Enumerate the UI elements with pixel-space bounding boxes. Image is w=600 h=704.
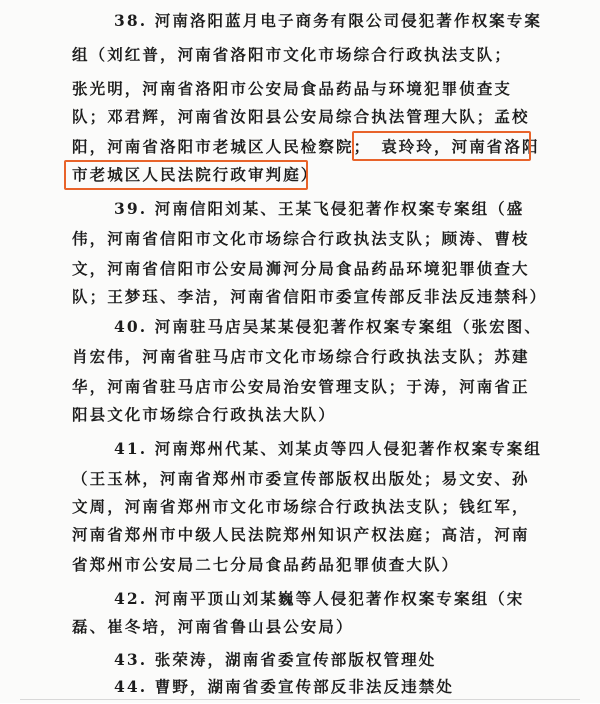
text-segment: 河南省郑州市中级人民法院郑州知识产权法庭；高洁，河南 [72, 525, 530, 544]
highlighted-text: 市老城区人民法院行政审判庭） [72, 165, 319, 184]
text-segment: 43. 张荣涛，湖南省委宣传部版权管理处 [114, 650, 437, 669]
text-segment: 磊、崔冬培，河南省鲁山县公安局） [72, 617, 354, 636]
text-line [72, 548, 600, 582]
text-segment: 38. 河南洛阳蓝月电子商务有限公司侵犯著作权案专案 [114, 11, 542, 30]
text-line [72, 38, 600, 72]
text-line [72, 100, 600, 134]
text-segment: 44. 曹野，湖南省委宣传部反非法反违禁处 [114, 677, 454, 696]
text-segment: 组（刘红普，河南省洛阳市文化市场综合行政执法支队； [72, 45, 513, 64]
text-segment: 文，河南省信阳市公安局浉河分局食品药品环境犯罪侦查大 [72, 259, 530, 278]
text-segment: 42. 河南平顶山刘某巍等人侵犯著作权案专案组（宋 [114, 589, 525, 608]
text-segment: 队；王梦珏、李洁，河南省信阳市委宣传部反非法反违禁科） [72, 287, 548, 306]
text-segment: 文周，河南省郑州市文化市场综合行政执法支队；钱红军， [72, 497, 530, 516]
text-segment: （王玉林，河南省郑州市委宣传部版权出版处；易文安、孙 [72, 469, 530, 488]
text-segment: 阳县文化市场综合行政执法大队） [72, 405, 337, 424]
text-segment: 肖宏伟，河南省驻马店市文化市场综合行政执法支队；苏建 [72, 347, 530, 366]
text-segment: 41. 河南郑州代某、刘某贞等四人侵犯著作权案专案组 [114, 439, 542, 458]
page-divider [20, 699, 580, 700]
text-segment: 39. 河南信阳刘某、王某飞侵犯著作权案专案组（盛 [114, 199, 525, 218]
text-segment: 伟，河南省信阳市文化市场综合行政执法支队；顾涛、曹枝 [72, 229, 530, 248]
text-segment: 队；邓君辉，河南省汝阳县公安局综合执法管理大队；孟校 [72, 107, 530, 126]
text-line [72, 518, 600, 552]
text-line [114, 432, 600, 466]
text-line [114, 310, 600, 344]
text-segment: 省郑州市公安局二七分局食品药品犯罪侦查大队） [72, 555, 460, 574]
highlighted-text: 袁玲玲，河南省洛阳 [381, 137, 540, 156]
text-line [72, 398, 600, 432]
text-segment: 阳，河南省洛阳市老城区人民检察院； [72, 137, 372, 156]
text-line [114, 192, 600, 226]
text-segment: 张光明，河南省洛阳市公安局食品药品与环境犯罪侦查支 [72, 79, 513, 98]
text-line [72, 610, 600, 644]
highlight-box [352, 131, 531, 161]
text-segment: 华，河南省驻马店市公安局治安管理支队；于涛，河南省正 [72, 377, 530, 396]
text-line [114, 4, 600, 38]
text-line [72, 222, 600, 256]
text-line [72, 340, 600, 374]
highlight-box [64, 160, 308, 190]
text-segment: 40. 河南驻马店吴某某侵犯著作权案专案组（张宏图、 [114, 317, 542, 336]
text-line [72, 280, 600, 314]
